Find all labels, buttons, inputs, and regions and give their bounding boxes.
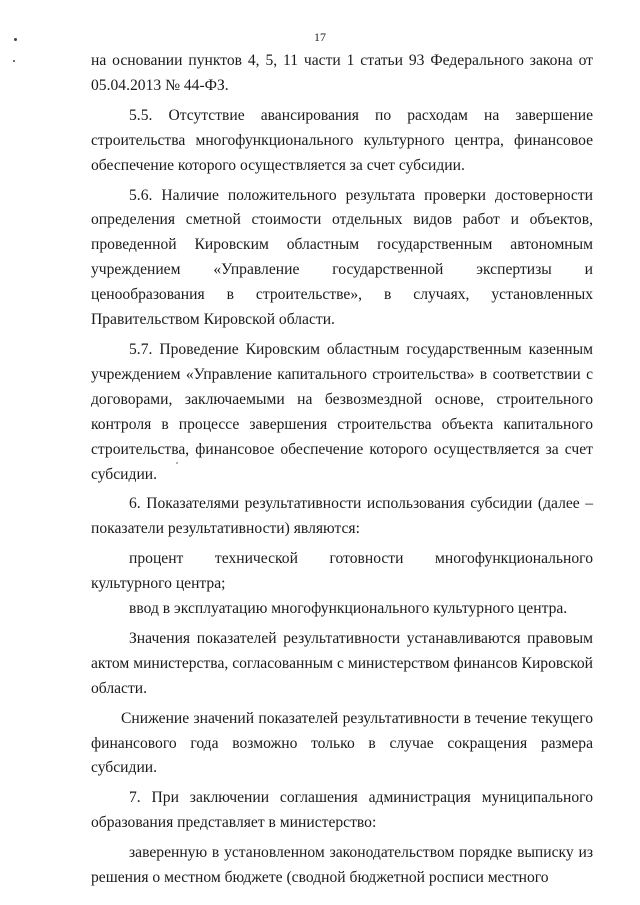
scan-speck [176, 462, 178, 464]
paragraph-indicator-reduction: Снижение значений показателей результативности в течение текущего финансового года возможно только в случае сокращения размера субсидии. [91, 709, 593, 777]
paragraph-extract: заверенную в установленном законодательством порядке выписку из решения о местном бюджете (сводной бюджетной росписи местного [91, 844, 593, 887]
scan-speck [14, 38, 17, 41]
paragraph-6: 6. Показателями результативности использования субсидии (далее – показатели результативности) являются: [91, 495, 593, 538]
scan-speck [13, 60, 15, 62]
paragraph-indicator-commissioning: ввод в эксплуатацию многофункционального культурного центра. [129, 600, 568, 618]
paragraph-7: 7. При заключении соглашения администрация муниципального образования представляет в министерство: [91, 789, 593, 832]
paragraph-indicator-readiness: процент технической готовности многофункционального культурного центра; [91, 550, 593, 593]
document-body [91, 49, 593, 891]
page-number: 17 [314, 30, 326, 44]
paragraph-continuation: на основании пунктов 4, 5, 11 части 1 статьи 93 Федерального закона от 05.04.2013 № 44-ФЗ. [91, 52, 593, 94]
paragraph-5-6: 5.6. Наличие положительного результата проверки достоверности определения сметной стоимости отдельных видов работ и объектов, проведенной Кировским областным государственным автономным учреждением «Управление государственной экспертизы и ценообразования в строительстве», в случаях, установленных Правительством Кировской области. [91, 186, 593, 329]
paragraph-indicator-values: Значения показателей результативности устанавливаются правовым актом министерства, согласованным с министерством финансов Кировской области. [91, 629, 593, 697]
paragraph-5-7: 5.7. Проведение Кировским областным государственным казенным учреждением «Управление капитального строительства» в соответствии с договорами, заключаемыми на безвозмездной основе, строительного контроля в процессе завершения строительства объекта капитального строительства, финансовое обеспечение которого осуществляется за счет субсидии. [91, 340, 593, 483]
paragraph-5-5: 5.5. Отсутствие авансирования по расходам на завершение строительства многофункционального культурного центра, финансовое обеспечение которого осуществляется за счет субсидии. [91, 106, 593, 174]
